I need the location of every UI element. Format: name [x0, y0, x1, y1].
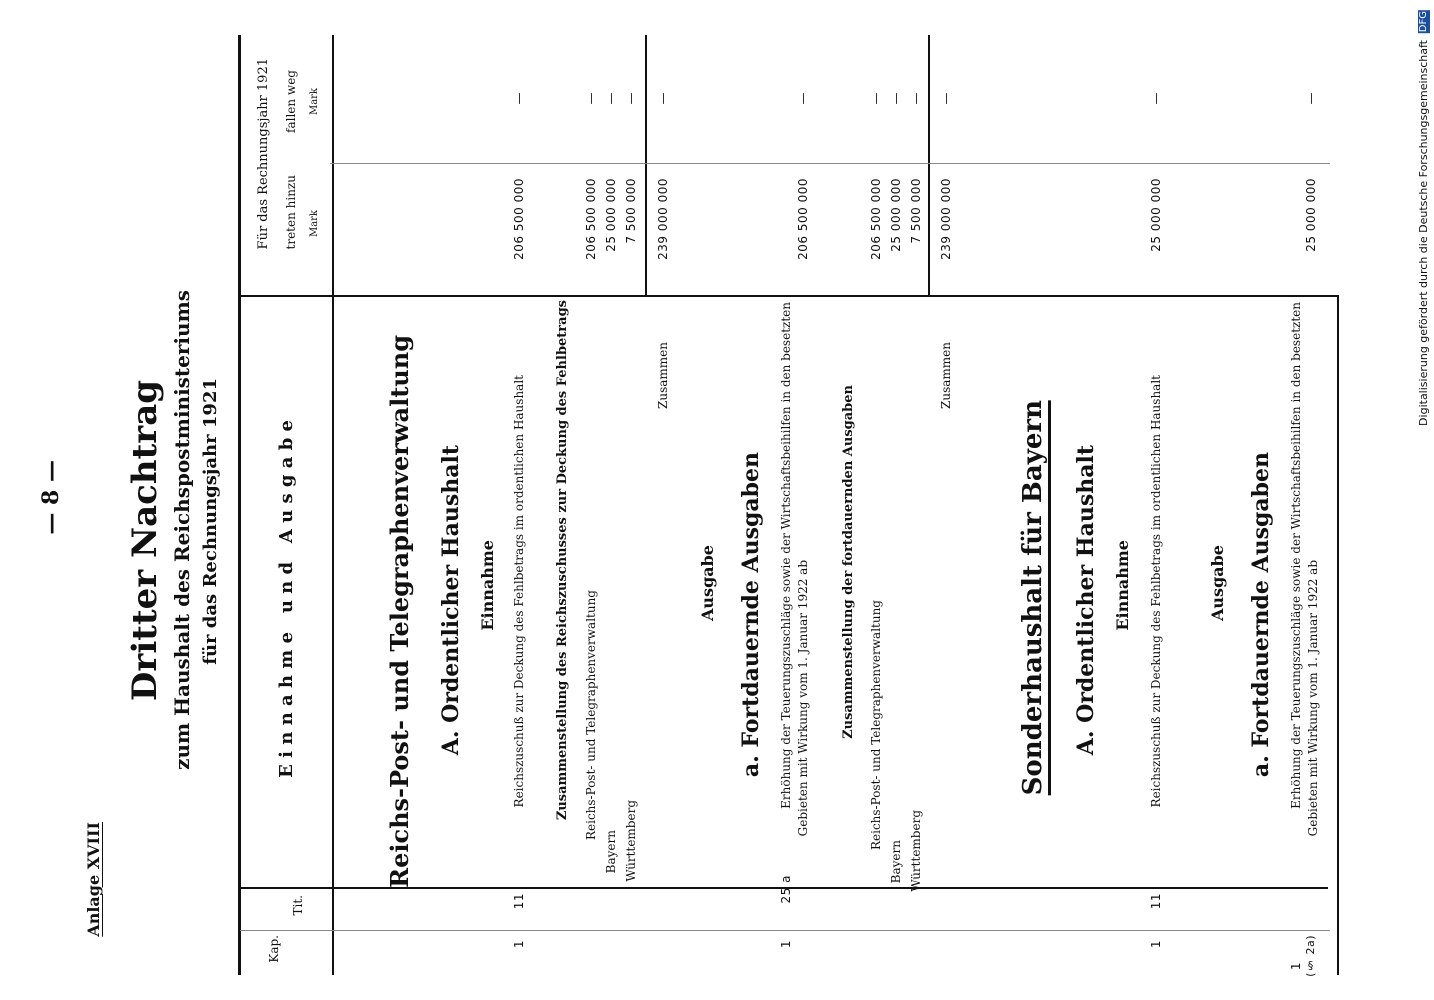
s1-total: 239 000 000: [656, 178, 670, 260]
s1-row1-kap: 1: [512, 940, 526, 949]
col-header-fallen-weg: fallen weg: [284, 70, 298, 133]
s2-row1-amount: 206 500 000: [796, 178, 810, 260]
s1-row1-amount: 206 500 000: [512, 178, 526, 260]
section2-fort-heading: a. Fortdauernde Ausgaben: [738, 452, 764, 778]
s1-zus-weg-1: —: [604, 92, 618, 105]
table-left-border: [238, 35, 241, 975]
s1-row1-tit: 11: [512, 893, 526, 910]
s1-zusammen-label: Zusammen: [656, 342, 670, 409]
section1-einnahme: Einnahme: [478, 540, 497, 631]
s3-row2-kap-paragraph: (§ 2a): [1304, 935, 1317, 977]
s1-zus-weg-0: —: [584, 92, 598, 105]
s3-row2-weg: —: [1304, 92, 1318, 105]
s2-total-weg: —: [939, 92, 953, 105]
col-header-treten-hinzu: treten hinzu: [284, 175, 298, 250]
s2-zus-amount-1: 25 000 000: [889, 178, 903, 252]
section1-subheading: A. Ordentlicher Haushalt: [438, 445, 464, 756]
s2-row1-weg: —: [796, 92, 810, 105]
table-right-border: [1337, 295, 1339, 975]
s1-zus-title: Zusammenstellung des Reichszuschusses zur Deckung des Fehlbetrags: [555, 300, 570, 821]
section3-subheading: A. Ordentlicher Haushalt: [1073, 445, 1099, 756]
section1-heading: Reichs-Post- und Telegraphenverwaltung: [385, 335, 414, 888]
s2-zusammen-label: Zusammen: [939, 342, 953, 409]
document-subtitle-year: für das Rechnungsjahr 1921: [200, 378, 221, 665]
col-header-einnahme-ausgabe: E i n n a h m e u n d A u s g a b e: [276, 420, 297, 778]
s2-zus-label-1: Bayern: [889, 840, 903, 884]
page-number: — 8 —: [38, 460, 64, 535]
s2-row1-tit: 25 a: [779, 875, 793, 904]
s2-zus-weg-1: —: [889, 92, 903, 105]
s1-zus-weg-2: —: [624, 92, 638, 105]
s2-zus-label-2: Württemberg: [909, 810, 923, 892]
s2-zus-title: Zusammenstellung der fortdauernden Ausgaben: [841, 385, 856, 739]
s2-row1-text-1: Erhöhung der Teuerungszuschläge sowie der Wirtschaftsbeihilfen in den besetzten: [779, 302, 793, 809]
s2-zus-amount-2: 7 500 000: [909, 178, 923, 244]
s3-row1-amount: 25 000 000: [1149, 178, 1163, 252]
s1-zus-label-1: Bayern: [604, 830, 618, 874]
s1-total-weg: —: [656, 92, 670, 105]
col-header-mark-1: Mark: [309, 210, 320, 238]
s1-zus-amount-1: 25 000 000: [604, 178, 618, 252]
section2-ausgabe: Ausgabe: [698, 545, 717, 621]
s2-zus-weg-0: —: [869, 92, 883, 105]
s2-row1-kap: 1: [779, 940, 793, 949]
section3-einnahme: Einnahme: [1113, 540, 1132, 631]
s3-row1-tit: 11: [1149, 893, 1163, 910]
mark-divider-1: [330, 163, 1330, 164]
s1-row1-text: Reichszuschuß zur Deckung des Fehlbetrags im ordentlichen Haushalt: [512, 375, 526, 808]
digitization-note: Digitalisierung gefördert durch die Deutsche Forschungsgemeinschaft: [1417, 40, 1430, 426]
s1-row1-weg: —: [512, 92, 526, 105]
s3-row2-text-1: Erhöhung der Teuerungszuschläge sowie der Wirtschaftsbeihilfen in den besetzten: [1289, 302, 1303, 809]
amount-column-rule: [238, 295, 1338, 297]
s2-zus-label-0: Reichs-Post- und Telegraphenverwaltung: [869, 600, 883, 851]
col-header-tit: Tit.: [291, 895, 305, 916]
s2-zus-weg-2: —: [909, 92, 923, 105]
col-header-kap: Kap.: [267, 935, 281, 963]
s3-row2-kap: 1: [1289, 962, 1303, 971]
s1-zus-amount-2: 7 500 000: [624, 178, 638, 244]
annex-label: Anlage XVIII: [84, 822, 103, 937]
s3-row1-kap: 1: [1149, 940, 1163, 949]
year-header-rule-a: [645, 35, 647, 297]
s2-total: 239 000 000: [939, 178, 953, 260]
section3-heading: Sonderhaushalt für Bayern: [1020, 400, 1051, 795]
year-header-rule-b: [928, 35, 930, 297]
s2-row1-text-2: Gebieten mit Wirkung vom 1. Januar 1922 ab: [796, 560, 810, 837]
kap-tit-divider: [240, 930, 1330, 931]
header-separator: [332, 35, 334, 975]
s3-row2-amount: 25 000 000: [1304, 178, 1318, 252]
col-header-rechnungsjahr: Für das Rechnungsjahr 1921: [256, 58, 271, 250]
dfg-logo: DFG: [1418, 11, 1429, 33]
s2-zus-amount-0: 206 500 000: [869, 178, 883, 260]
document-subtitle: zum Haushalt des Reichspostministeriums: [170, 290, 194, 770]
section3-ausgabe: Ausgabe: [1208, 545, 1227, 621]
section3-fort-heading: a. Fortdauernde Ausgaben: [1248, 452, 1274, 778]
s1-zus-label-2: Württemberg: [624, 800, 638, 882]
s3-row1-text: Reichszuschuß zur Deckung des Fehlbetrags im ordentlichen Haushalt: [1149, 375, 1163, 808]
s1-zus-label-0: Reichs-Post- und Telegraphenverwaltung: [584, 590, 598, 841]
s3-row2-text-2: Gebieten mit Wirkung vom 1. Januar 1922 ab: [1306, 560, 1320, 837]
document-title: Dritter Nachtrag: [125, 380, 165, 702]
s1-zus-amount-0: 206 500 000: [584, 178, 598, 260]
s3-row1-weg: —: [1149, 92, 1163, 105]
col-header-mark-2: Mark: [309, 88, 320, 116]
